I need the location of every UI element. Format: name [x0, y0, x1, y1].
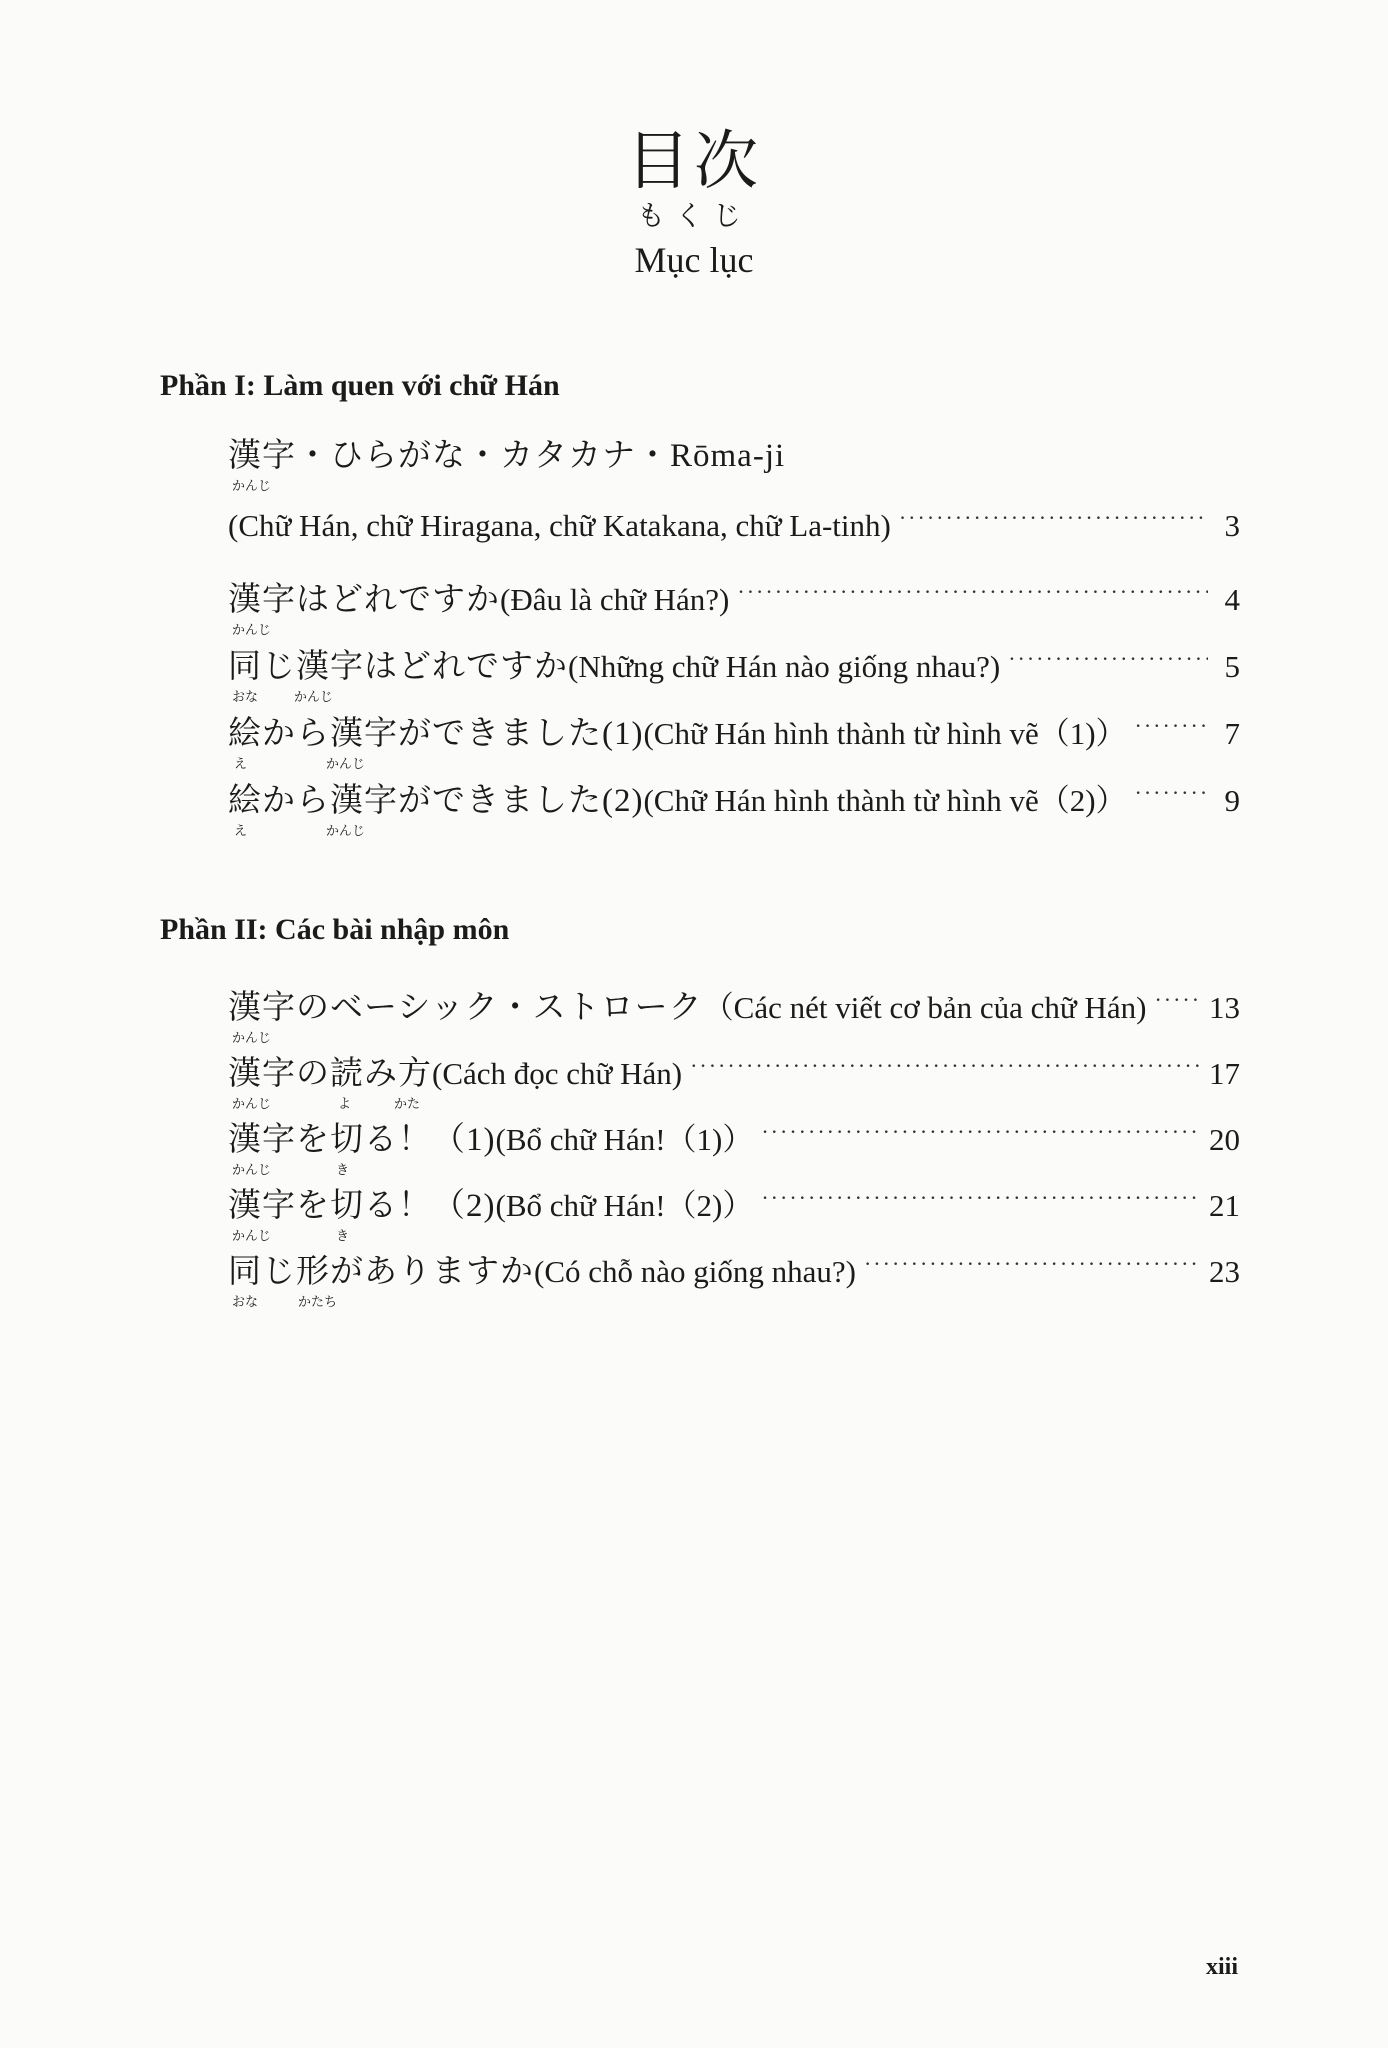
entry-vietnamese: (Cách đọc chữ Hán) [432, 1056, 683, 1091]
leader-dots [690, 1044, 1201, 1084]
toc-entry[interactable] [228, 978, 1240, 1046]
entry-vietnamese: (Có chỗ nào giống nhau?) [534, 1254, 856, 1289]
entry-japanese: 同じ漢字はどれですか [228, 649, 568, 685]
entry-japanese: 漢字を切る！（2) [228, 1188, 496, 1224]
entry-furigana: かんじ [232, 622, 272, 637]
title-furigana: もくじ [636, 201, 751, 232]
toc-entry[interactable] [228, 436, 1240, 546]
toc-entry[interactable] [228, 570, 1240, 638]
entry-page-number: 21 [1209, 1188, 1240, 1223]
entry-furigana: かんじ よ かた [232, 1096, 421, 1111]
entry-japanese: 漢字の読み方 [228, 1056, 432, 1092]
entry-furigana: かんじ き [232, 1162, 350, 1177]
leader-dots [761, 1110, 1201, 1150]
entry-furigana: かんじ [232, 1030, 272, 1045]
entry-vietnamese: (Bổ chữ Hán!（2)） [495, 1188, 754, 1223]
entry-vietnamese: （Các nét viết cơ bản của chữ Hán) [702, 990, 1147, 1025]
entry-furigana: かんじ [232, 478, 272, 493]
entry-japanese: 絵から漢字ができました(1) [228, 716, 644, 752]
section-heading-1: Phần I: Làm quen với chữ Hán [160, 369, 560, 402]
toc-entry[interactable] [228, 637, 1240, 705]
entry-japanese: 漢字・ひらがな・カタカナ・Rōma-ji [228, 438, 786, 474]
leader-dots [761, 1176, 1201, 1216]
entry-page-number: 5 [1224, 649, 1240, 684]
leader-dots [899, 496, 1208, 536]
leader-dots [864, 1242, 1201, 1282]
entry-japanese: 絵から漢字ができました(2) [228, 783, 644, 819]
entry-page-number: 7 [1224, 716, 1240, 751]
toc-entry[interactable] [228, 1176, 1240, 1244]
toc-entry[interactable] [228, 704, 1240, 772]
entry-vietnamese: (Chữ Hán hình thành từ hình vẽ（1)） [643, 716, 1127, 751]
entry-japanese: 漢字のベーシック・ストローク [228, 990, 703, 1026]
toc-entry[interactable] [228, 771, 1240, 839]
entry-furigana: おな かたち [232, 1294, 338, 1309]
title-kanji: 目次 [626, 126, 762, 197]
entry-page-number: 13 [1209, 990, 1240, 1025]
entry-page-number: 20 [1209, 1122, 1240, 1157]
entry-vietnamese: (Chữ Hán hình thành từ hình vẽ（2)） [643, 783, 1127, 818]
entry-vietnamese: (Đâu là chữ Hán?) [500, 582, 730, 617]
entry-furigana: え かんじ [234, 823, 366, 838]
entry-page-number: 17 [1209, 1056, 1240, 1091]
entry-vietnamese: (Những chữ Hán nào giống nhau?) [568, 649, 1001, 684]
entry-furigana: かんじ き [232, 1228, 350, 1243]
entry-vietnamese: (Bổ chữ Hán!（1)） [495, 1122, 754, 1157]
entry-page-number: 4 [1224, 582, 1240, 617]
toc-entry[interactable] [228, 1242, 1240, 1310]
entry-japanese: 同じ形がありますか [228, 1254, 534, 1290]
entry-furigana: え かんじ [234, 756, 366, 771]
entry-page-number: 3 [1224, 508, 1240, 543]
toc-title [0, 126, 1388, 282]
leader-dots [1135, 771, 1208, 811]
entry-vietnamese: (Chữ Hán, chữ Hiragana, chữ Katakana, chữ La-tinh) [228, 508, 891, 543]
page-folio: xiii [1205, 1954, 1238, 1980]
entry-page-number: 9 [1224, 783, 1240, 818]
title-vietnamese: Mục lục [634, 240, 754, 280]
entry-page-number: 23 [1209, 1254, 1240, 1289]
entry-furigana: おな かんじ [232, 689, 334, 704]
leader-dots [1154, 978, 1201, 1018]
section-heading-2: Phần II: Các bài nhập môn [160, 913, 510, 946]
leader-dots [737, 570, 1208, 610]
leader-dots [1135, 704, 1208, 744]
entry-japanese: 漢字はどれですか [228, 582, 500, 618]
toc-entry[interactable] [228, 1110, 1240, 1178]
toc-entry[interactable] [228, 1044, 1240, 1112]
leader-dots [1008, 637, 1208, 677]
entry-japanese: 漢字を切る！（1) [228, 1122, 496, 1158]
